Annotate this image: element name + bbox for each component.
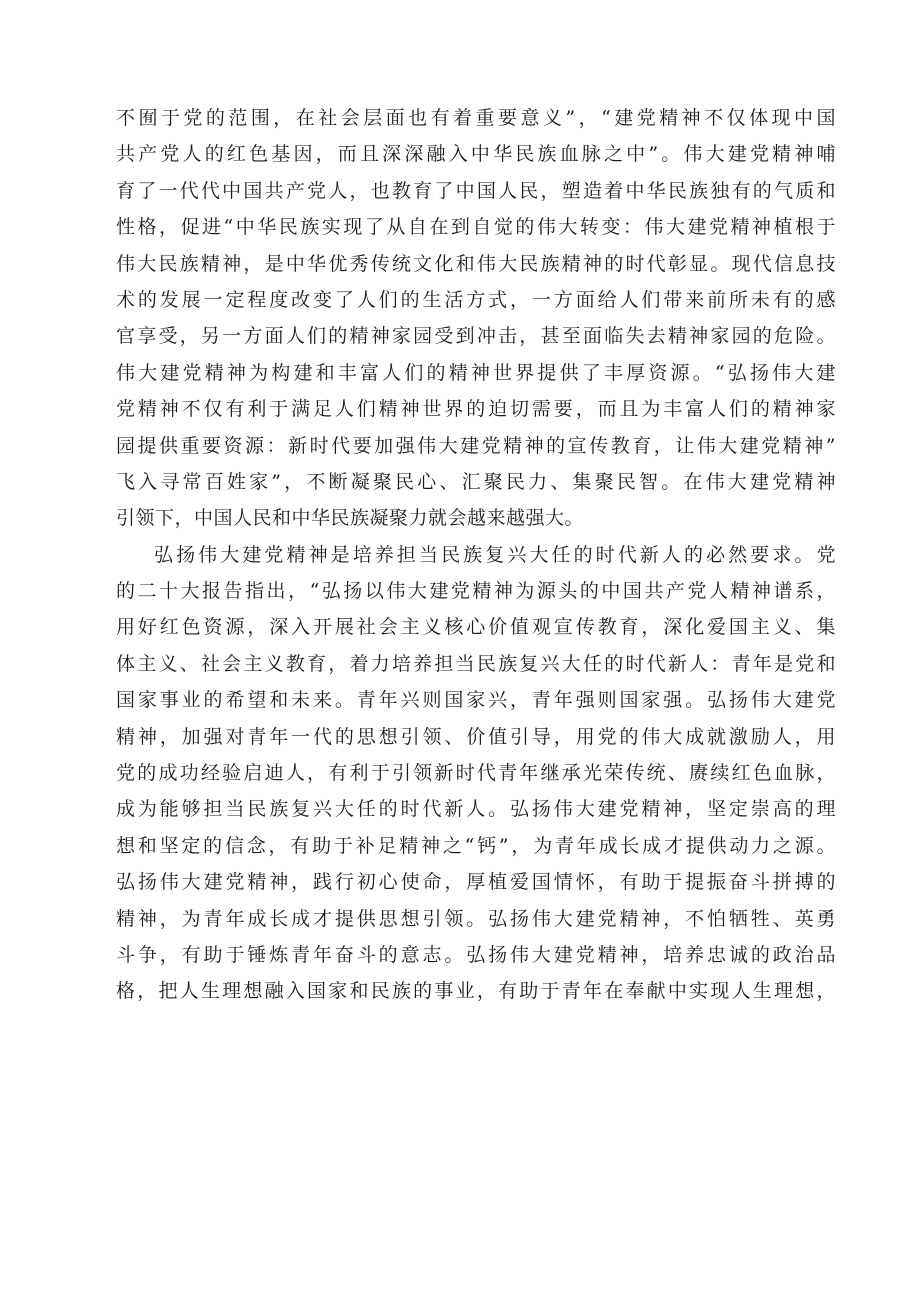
paragraph-2-line: 斗争，有助于锤炼青年奋斗的意志。弘扬伟大建党精神，培养忠诚的政治品: [116, 943, 836, 966]
paragraph-2-line: 用好红色资源，深入开展社会主义核心价值观宣传教育，深化爱国主义、集: [116, 616, 836, 639]
paragraph-2-line: 想和坚定的信念，有助于补足精神之“钙”，为青年成长成才提供动力之源。: [116, 834, 836, 857]
paragraph-2-line: 精神，加强对青年一代的思想引领、价值引导，用党的伟大成就激励人，用: [116, 725, 836, 748]
paragraph-1-line: 园提供重要资源：新时代要加强伟大建党精神的宣传教育，让伟大建党精神”: [116, 434, 836, 457]
paragraph-1-line: 性格，促进“中华民族实现了从自在到自觉的伟大转变：伟大建党精神植根于: [116, 216, 836, 239]
paragraph-2-line: 格，把人生理想融入国家和民族的事业，有助于青年在奉献中实现人生理想，: [116, 980, 836, 1003]
paragraph-1-line: 术的发展一定程度改变了人们的生活方式，一方面给人们带来前所未有的感: [116, 288, 836, 311]
paragraph-2-line: 党的成功经验启迪人，有利于引领新时代青年继承光荣传统、赓续红色血脉，: [116, 762, 836, 785]
paragraph-2-line: 的二十大报告指出，“弘扬以伟大建党精神为源头的中国共产党人精神谱系，: [116, 580, 836, 603]
paragraph-1-line: 伟大建党精神为构建和丰富人们的精神世界提供了丰厚资源。“弘扬伟大建: [116, 361, 836, 384]
paragraph-1-line: 飞入寻常百姓家”，不断凝聚民心、汇聚民力、集聚民智。在伟大建党精神: [116, 470, 836, 493]
paragraph-1-line: 伟大民族精神，是中华优秀传统文化和伟大民族精神的时代彰显。现代信息技: [116, 252, 836, 275]
paragraph-1-line: 引领下，中国人民和中华民族凝聚力就会越来越强大。: [116, 507, 585, 530]
document-body: [116, 100, 836, 1010]
paragraph-2-line: 弘扬伟大建党精神，践行初心使命，厚植爱国情怀，有助于提振奋斗拼搏的: [116, 871, 836, 894]
paragraph-2-line: 体主义、社会主义教育，着力培养担当民族复兴大任的时代新人：青年是党和: [116, 652, 836, 675]
paragraph-1-line: 党精神不仅有利于满足人们精神世界的迫切需要，而且为丰富人们的精神家: [116, 398, 836, 421]
paragraph-2-line: 精神，为青年成长成才提供思想引领。弘扬伟大建党精神，不怕牺牲、英勇: [116, 907, 836, 930]
paragraph-2-line: 国家事业的希望和未来。青年兴则国家兴，青年强则国家强。弘扬伟大建党: [116, 689, 836, 712]
paragraph-1-line: 育了一代代中国共产党人，也教育了中国人民，塑造着中华民族独有的气质和: [116, 179, 836, 202]
paragraph-1-line: 不囿于党的范围，在社会层面也有着重要意义”，“建党精神不仅体现中国: [116, 107, 836, 129]
paragraph-1-line: 官享受，另一方面人们的精神家园受到冲击，甚至面临失去精神家园的危险。: [116, 325, 836, 348]
paragraph-2-line: 弘扬伟大建党精神是培养担当民族复兴大任的时代新人的必然要求。党: [154, 543, 836, 566]
paragraph-2-line: 成为能够担当民族复兴大任的时代新人。弘扬伟大建党精神，坚定崇高的理: [116, 798, 836, 821]
paragraph-1-line: 共产党人的红色基因，而且深深融入中华民族血脉之中”。伟大建党精神哺: [116, 143, 836, 166]
